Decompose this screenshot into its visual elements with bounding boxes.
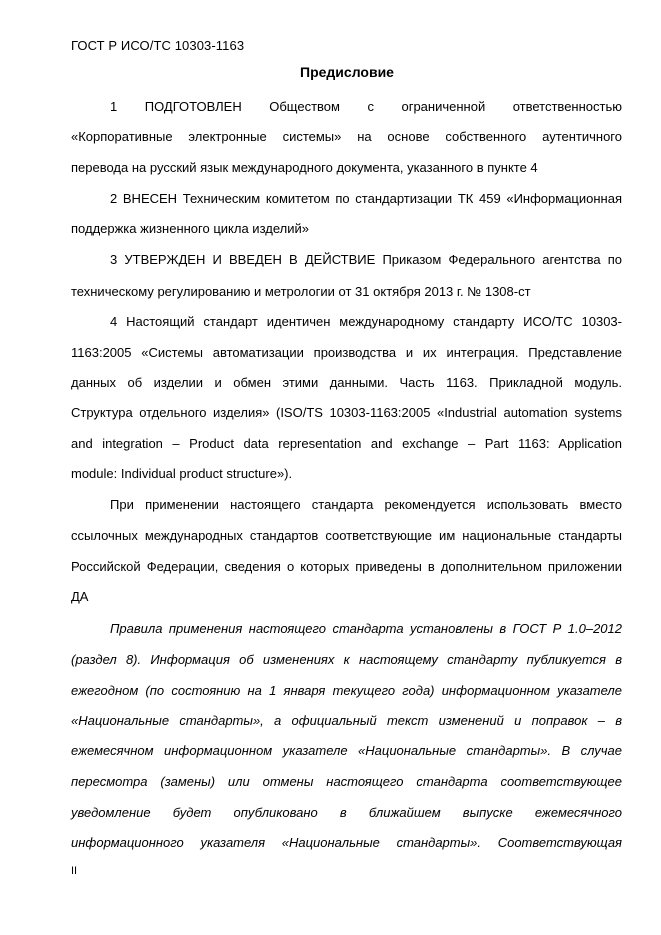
text-line: техническому регулированию и метрологии от 31 октября 2013 г. № 1308-ст — [71, 284, 531, 299]
document-header: ГОСТ Р ИСО/ТС 10303-1163 — [71, 38, 245, 53]
text-line: 2 ВНЕСЕН Техническим комитетом по стандартизации ТК 459 «Информационная — [110, 191, 622, 206]
text-line: уведомление будет опубликовано в ближайшем выпуске ежемесячного — [71, 805, 622, 820]
text-line: and integration – Product data representation and exchange – Part 1163: Application — [71, 436, 622, 451]
text-line: При применении настоящего стандарта рекомендуется использовать вместо — [110, 497, 622, 512]
text-line: данных об изделии и обмен этими данными. Часть 1163. Прикладной модуль. — [71, 375, 622, 390]
text-line: Правила применения настоящего стандарта установлены в ГОСТ Р 1.0–2012 — [110, 621, 622, 636]
text-line: 1 ПОДГОТОВЛЕН Обществом с ограниченной ответственностью — [110, 99, 622, 114]
text-line: 1163:2005 «Системы автоматизации производства и их интеграция. Представление — [71, 345, 622, 360]
text-line: «Национальные стандарты», а официальный текст изменений и поправок – в — [71, 713, 622, 728]
page-title: Предисловие — [300, 64, 394, 80]
text-line: (раздел 8). Информация об изменениях к настоящему стандарту публикуется в — [71, 652, 622, 667]
text-line: ежегодном (по состоянию на 1 января текущего года) информационном указателе — [71, 683, 622, 698]
text-line: перевода на русский язык международного документа, указанного в пункте 4 — [71, 160, 538, 175]
text-line: Структура отдельного изделия» (ISO/TS 10303-1163:2005 «Industrial automation systems — [71, 405, 622, 420]
text-line: ежемесячном информационном указателе «Национальные стандарты». В случае — [71, 743, 622, 758]
text-line: пересмотра (замены) или отмены настоящего стандарта соответствующее — [71, 774, 622, 789]
text-line: «Корпоративные электронные системы» на основе собственного аутентичного — [71, 129, 622, 144]
text-line: 3 УТВЕРЖДЕН И ВВЕДЕН В ДЕЙСТВИЕ Приказом Федерального агентства по — [110, 252, 622, 267]
text-line: информационного указателя «Национальные стандарты». Соответствующая — [71, 835, 622, 850]
text-line: 4 Настоящий стандарт идентичен международному стандарту ИСО/ТС 10303- — [110, 314, 622, 329]
page-number: II — [71, 865, 78, 877]
text-line: Российской Федерации, сведения о которых приведены в дополнительном приложении — [71, 559, 622, 574]
text-line: поддержка жизненного цикла изделий» — [71, 221, 309, 236]
text-line: module: Individual product structure»). — [71, 466, 293, 481]
text-line: ДА — [71, 589, 89, 604]
text-line: ссылочных международных стандартов соответствующие им национальные стандарты — [71, 528, 622, 543]
